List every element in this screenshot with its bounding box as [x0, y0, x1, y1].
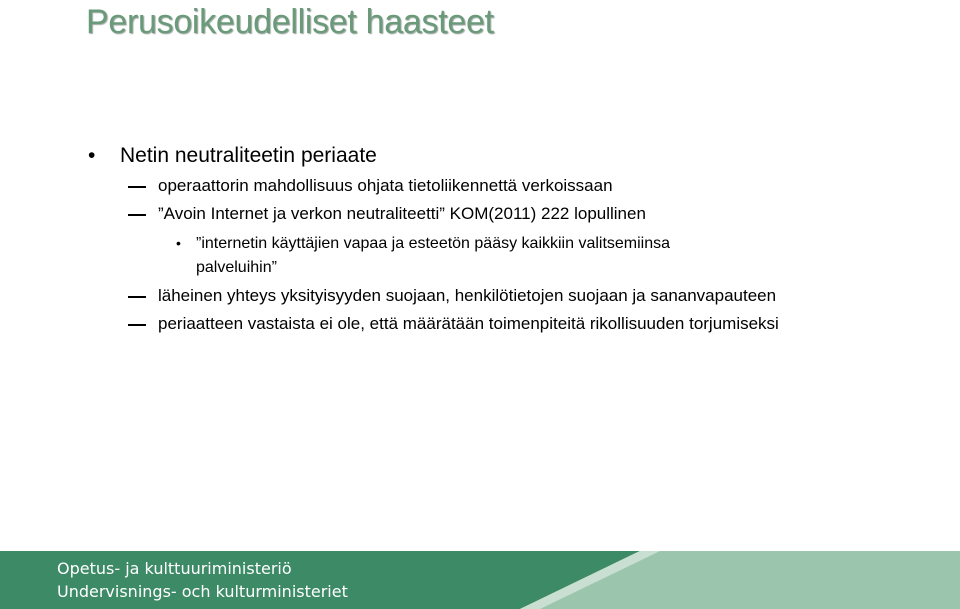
dash-icon: [128, 296, 146, 298]
bullet-level3-line1: ”internetin käyttäjien vapaa ja esteetön pääsy kaikkiin valitsemiinsa: [196, 235, 671, 252]
footer-ministry-swedish: Undervisnings- och kulturministeriet: [57, 582, 348, 601]
dash-icon: [128, 186, 146, 188]
dash-icon: [128, 324, 146, 326]
slide-title: Perusoikeudelliset haasteet: [86, 3, 494, 41]
footer-banner: [0, 551, 960, 609]
bullet-level1: Netin neutraliteetin periaate: [120, 144, 377, 167]
bullet-icon: •: [176, 235, 181, 251]
bullet-level2: läheinen yhteys yksityisyyden suojaan, henkilötietojen suojaan ja sananvapauteen: [158, 286, 777, 305]
bullet-level3-line2: palveluihin”: [196, 259, 277, 276]
dash-icon: [128, 214, 146, 216]
bullet-icon: •: [88, 144, 96, 167]
bullet-level2: operaattorin mahdollisuus ohjata tietoliikennettä verkoissaan: [158, 176, 613, 195]
bullet-level2: ”Avoin Internet ja verkon neutraliteetti” KOM(2011) 222 lopullinen: [158, 204, 646, 223]
footer-ministry-finnish: Opetus- ja kulttuuriministeriö: [57, 559, 292, 578]
bullet-level2: periaatteen vastaista ei ole, että määrätään toimenpiteitä rikollisuuden torjumiseksi: [158, 314, 779, 333]
